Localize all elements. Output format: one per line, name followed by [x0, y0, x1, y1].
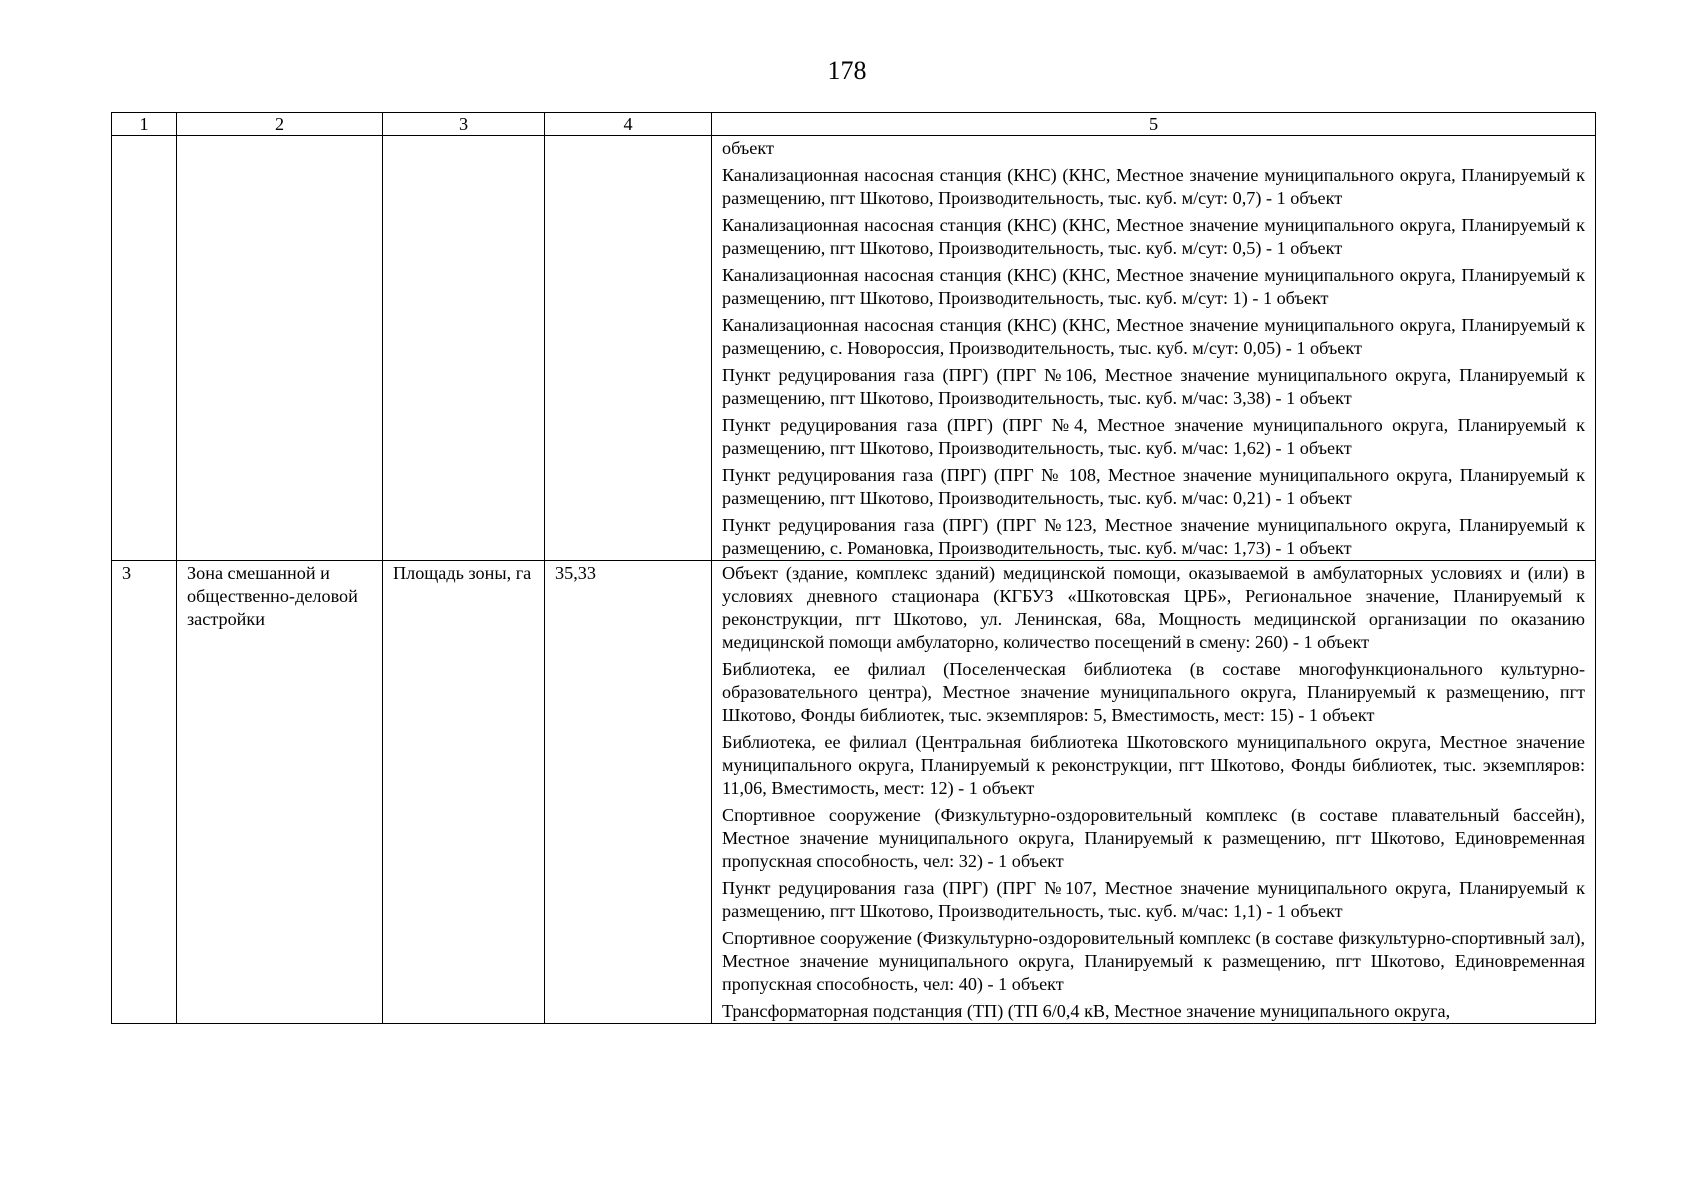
- object-entry: Канализационная насосная станция (КНС) (КНС, Местное значение муниципального округа, Планируемый к размещению, пгт Шкотово, Производительность, тыс. куб. м/сут: 0,5) - 1 объект: [722, 215, 1585, 258]
- header-col-5: 5: [712, 113, 1596, 136]
- header-col-4: 4: [545, 113, 712, 136]
- object-entry: Библиотека, ее филиал (Центральная библиотека Шкотовского муниципального округа, Местное значение муниципального округа, Планируемый к реконструкции, пгт Шкотово, Фонды библиотек, тыс. экземпляров: 11,06, Вместимость, мест: 12) - 1 объект: [722, 732, 1585, 798]
- object-entry: Спортивное сооружение (Физкультурно-оздоровительный комплекс (в составе физкультурно-спортивный зал), Местное значение муниципального округа, Планируемый к размещению, пгт Шкотово, Единовременная пропускная способность, чел: 40) - 1 объект: [722, 928, 1585, 994]
- empty-cell: [112, 136, 177, 561]
- header-col-3: 3: [383, 113, 545, 136]
- object-entry: Канализационная насосная станция (КНС) (КНС, Местное значение муниципального округа, Планируемый к размещению, пгт Шкотово, Производительность, тыс. куб. м/сут: 1) - 1 объект: [722, 265, 1585, 308]
- objects-cell: [712, 136, 1596, 561]
- table-row-continuation: [112, 136, 1596, 561]
- object-entry: Трансформаторная подстанция (ТП) (ТП 6/0,4 кВ, Местное значение муниципального округа,: [722, 1001, 1451, 1021]
- object-entry: Спортивное сооружение (Физкультурно-оздоровительный комплекс (в составе плавательный бассейн), Местное значение муниципального округа, Планируемый к размещению, пгт Шкотово, Единовременная пропускная способность, чел: 32) - 1 объект: [722, 805, 1585, 871]
- object-entry: Пункт редуцирования газа (ПРГ) (ПРГ №107, Местное значение муниципального округа, Планируемый к размещению, пгт Шкотово, Производительность, тыс. куб. м/час: 1,1) - 1 объект: [722, 878, 1585, 921]
- empty-cell: [545, 136, 712, 561]
- object-entry: объект: [722, 138, 774, 158]
- object-entry: Пункт редуцирования газа (ПРГ) (ПРГ №106, Местное значение муниципального округа, Планируемый к размещению, пгт Шкотово, Производительность, тыс. куб. м/час: 3,38) - 1 объект: [722, 365, 1585, 408]
- page-number: 178: [827, 56, 867, 85]
- empty-cell: [383, 136, 545, 561]
- objects-cell: [712, 561, 1596, 1024]
- zone-name: Зона смешанной и общественно-деловой застройки: [177, 561, 383, 1024]
- table-header-row: [112, 113, 1596, 136]
- object-entry: Пункт редуцирования газа (ПРГ) (ПРГ № 108, Местное значение муниципального округа, Планируемый к размещению, пгт Шкотово, Производительность, тыс. куб. м/час: 0,21) - 1 объект: [722, 465, 1585, 508]
- table-row-3: [112, 561, 1596, 1024]
- header-col-1: 1: [112, 113, 177, 136]
- object-entry: Библиотека, ее филиал (Поселенческая библиотека (в составе многофункционального культурно-образовательного центра), Местное значение муниципального округа, Планируемый к размещению, пгт Шкотово, Фонды библиотек, тыс. экземпляров: 5, Вместимость, мест: 15) - 1 объект: [722, 659, 1585, 725]
- header-col-2: 2: [177, 113, 383, 136]
- empty-cell: [177, 136, 383, 561]
- zone-parameter: Площадь зоны, га: [383, 561, 545, 1024]
- object-entry: Пункт редуцирования газа (ПРГ) (ПРГ №123, Местное значение муниципального округа, Планируемый к размещению, с. Романовка, Производительность, тыс. куб. м/час: 1,73) - 1 объект: [722, 515, 1585, 558]
- zones-table: [111, 112, 1596, 1024]
- row-number: 3: [112, 561, 177, 1024]
- object-entry: Пункт редуцирования газа (ПРГ) (ПРГ №4, Местное значение муниципального округа, Планируемый к размещению, пгт Шкотово, Производительность, тыс. куб. м/час: 1,62) - 1 объект: [722, 415, 1585, 458]
- object-entry: Объект (здание, комплекс зданий) медицинской помощи, оказываемой в амбулаторных условиях и (или) в условиях дневного стационара (КГБУЗ «Шкотовская ЦРБ», Региональное значение, Планируемый к реконструкции, пгт Шкотово, ул. Ленинская, 68а, Мощность медицинской организации по оказанию медицинской помощи амбулаторно, количество посещений в смену: 260) - 1 объект: [722, 563, 1585, 652]
- zone-value: 35,33: [545, 561, 712, 1024]
- object-entry: Канализационная насосная станция (КНС) (КНС, Местное значение муниципального округа, Планируемый к размещению, с. Новороссия, Производительность, тыс. куб. м/сут: 0,05) - 1 объект: [722, 315, 1585, 358]
- object-entry: Канализационная насосная станция (КНС) (КНС, Местное значение муниципального округа, Планируемый к размещению, пгт Шкотово, Производительность, тыс. куб. м/сут: 0,7) - 1 объект: [722, 165, 1585, 208]
